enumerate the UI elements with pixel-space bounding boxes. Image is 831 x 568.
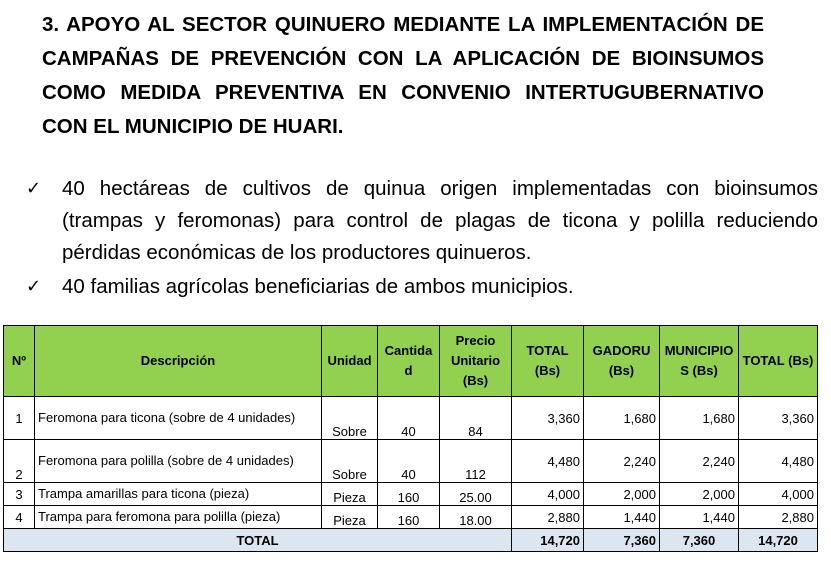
cell-quantity: 40 xyxy=(378,440,440,483)
total-total-2: 14,720 xyxy=(739,529,818,552)
cell-total: 3,360 xyxy=(512,397,584,440)
col-header-unit-price: Precio Unitario (Bs) xyxy=(440,326,512,397)
total-gadoru: 7,360 xyxy=(584,529,660,552)
table-row xyxy=(4,440,818,483)
list-item-text: 40 hectáreas de cultivos de quinua origen implementadas con bioinsumos (trampas y feromonas) para control de plagas de ticona y polilla reduciendo pérdidas económicas de los productores quinueros. xyxy=(62,177,818,264)
col-header-total: TOTAL (Bs) xyxy=(512,326,584,397)
cell-total: 4,000 xyxy=(512,483,584,506)
col-header-total-2: TOTAL (Bs) xyxy=(739,326,818,397)
cell-municipios: 1,680 xyxy=(660,397,739,440)
cell-num: 2 xyxy=(4,440,35,483)
col-header-municipios: MUNICIPIOS (Bs) xyxy=(660,326,739,397)
col-header-unit: Unidad xyxy=(322,326,378,397)
cell-total-2: 2,880 xyxy=(739,506,818,529)
cell-description: Trampa amarillas para ticona (pieza) xyxy=(35,483,322,506)
col-header-gadoru: GADORU (Bs) xyxy=(584,326,660,397)
cell-quantity: 160 xyxy=(378,506,440,529)
cell-total: 2,880 xyxy=(512,506,584,529)
cell-unit: Sobre xyxy=(322,440,378,483)
cell-unit-price: 18.00 xyxy=(440,506,512,529)
cell-unit: Sobre xyxy=(322,397,378,440)
cell-total: 4,480 xyxy=(512,440,584,483)
cell-gadoru: 2,240 xyxy=(584,440,660,483)
section-heading xyxy=(42,8,764,144)
table-row xyxy=(4,397,818,440)
total-label: TOTAL xyxy=(4,529,512,552)
cell-description: Trampa para feromona para polilla (pieza) xyxy=(35,506,322,529)
cell-unit-price: 25.00 xyxy=(440,483,512,506)
list-item xyxy=(26,271,818,303)
cell-num: 1 xyxy=(4,397,35,440)
cell-municipios: 2,240 xyxy=(660,440,739,483)
heading-line-2: CAMPAÑAS DE PREVENCIÓN CON LA APLICACIÓN DE BIOINSUMOS xyxy=(42,47,764,70)
cell-unit-price: 112 xyxy=(440,440,512,483)
heading-line-4: EL MUNICIPIO DE HUARI. xyxy=(93,115,344,138)
cell-unit: Pieza xyxy=(322,506,378,529)
list-item xyxy=(26,173,818,269)
results-list xyxy=(26,173,818,303)
cell-quantity: 160 xyxy=(378,483,440,506)
cell-description: Feromona para ticona (sobre de 4 unidades) xyxy=(35,397,322,440)
cell-quantity: 40 xyxy=(378,397,440,440)
table-header-row xyxy=(4,326,818,397)
cell-total-2: 3,360 xyxy=(739,397,818,440)
col-header-description: Descripción xyxy=(35,326,322,397)
cell-gadoru: 1,680 xyxy=(584,397,660,440)
cell-total-2: 4,000 xyxy=(739,483,818,506)
cell-gadoru: 1,440 xyxy=(584,506,660,529)
cell-municipios: 2,000 xyxy=(660,483,739,506)
col-header-num: Nº xyxy=(4,326,35,397)
heading-line-1: 3. APOYO AL SECTOR QUINUERO MEDIANTE LA IMPLEMENTACIÓN DE xyxy=(42,13,764,36)
table-row xyxy=(4,506,818,529)
cell-municipios: 1,440 xyxy=(660,506,739,529)
cell-num: 4 xyxy=(4,506,35,529)
total-total: 14,720 xyxy=(512,529,584,552)
cell-unit-price: 84 xyxy=(440,397,512,440)
check-icon: ✓ xyxy=(26,276,42,297)
table-total-row xyxy=(4,529,818,552)
check-icon: ✓ xyxy=(26,178,42,199)
cell-gadoru: 2,000 xyxy=(584,483,660,506)
cell-total-2: 4,480 xyxy=(739,440,818,483)
budget-table xyxy=(3,325,818,552)
table-row xyxy=(4,483,818,506)
cell-description: Feromona para polilla (sobre de 4 unidades) xyxy=(35,440,322,483)
cell-unit: Pieza xyxy=(322,483,378,506)
heading-line-3: COMO MEDIDA PREVENTIVA EN CONVENIO INTERTUGUBERNATIVO CON xyxy=(42,81,764,138)
cell-num: 3 xyxy=(4,483,35,506)
total-municipios: 7,360 xyxy=(660,529,739,552)
col-header-quantity: Cantidad xyxy=(378,326,440,397)
list-item-text: 40 familias agrícolas beneficiarias de ambos municipios. xyxy=(62,275,574,298)
